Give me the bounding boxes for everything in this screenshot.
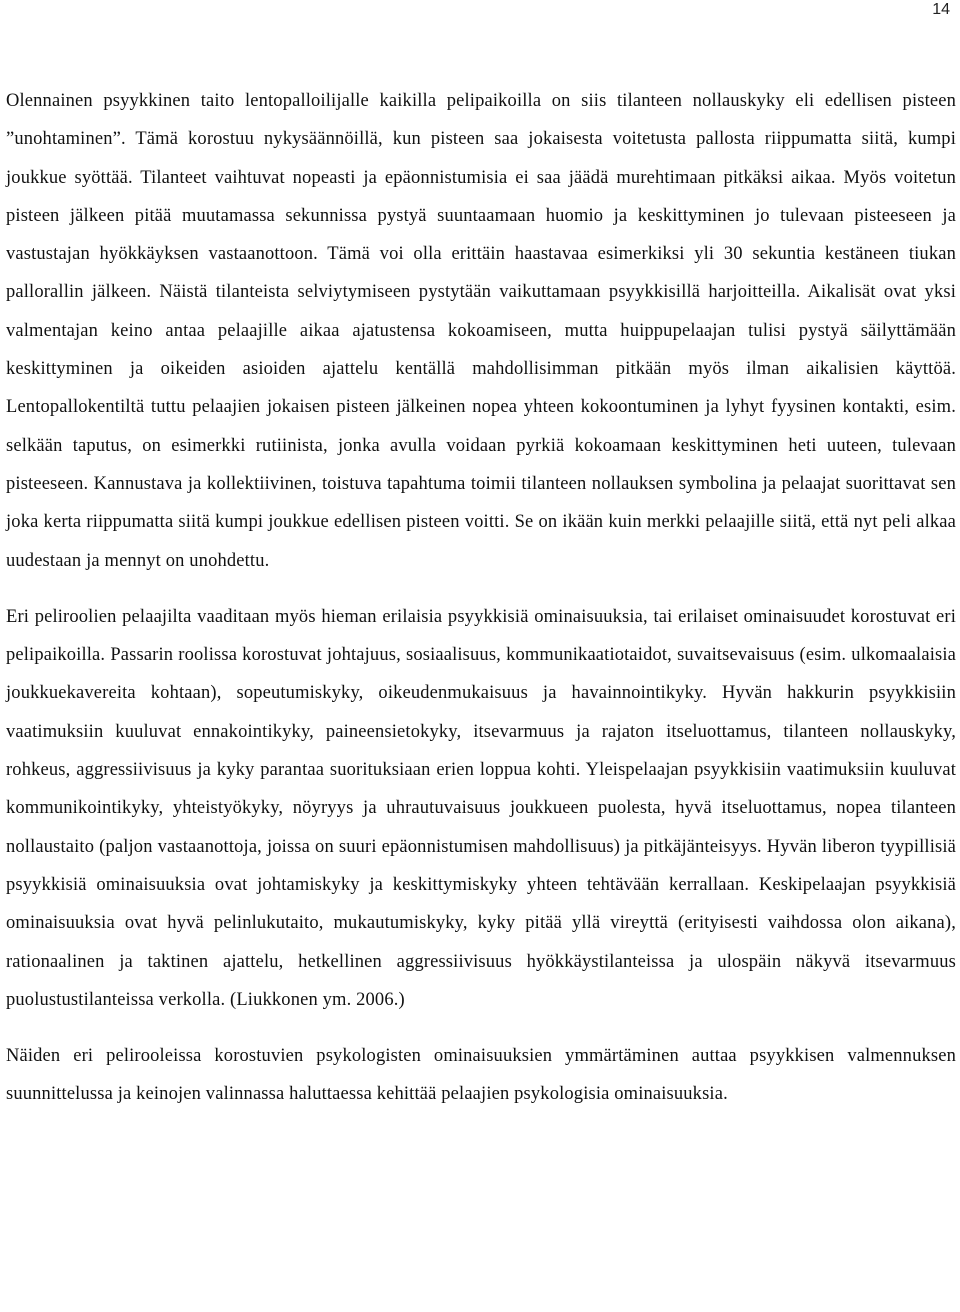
paragraph-reset-ability: Olennainen psyykkinen taito lentopalloilijalle kaikilla pelipaikoilla on siis tilanteen nollauskyky eli edellisen pisteen ”unohtaminen”. Tämä korostuu nykysäännöillä, kun pisteen saa jokaisesta voitetusta pallosta riippumatta siitä, kumpi joukkue syöttää. Tilanteet vaihtuvat nopeasti ja epäonnistumisia ei saa jäädä murehtimaan pitkäksi aikaa. Myös voitetun pisteen jälkeen pitää muutamassa sekunnissa pystyä suuntaamaan huomio ja keskittyminen jo tulevaan pisteeseen ja vastustajan hyökkäyksen vastaanottoon. Tämä voi olla erittäin haastavaa esimerkiksi yli 30 sekuntia kestäneen tiukan pallorallin jälkeen. Näistä tilanteista selviytymiseen pystytään vaikuttamaan psyykkisillä harjoitteilla. Aikalisät ovat yksi valmentajan keino antaa pelaajille aikaa ajatustensa kokoamiseen, mutta huippupelaajan tulisi pystyä säilyttämään keskittyminen ja oikeiden asioiden ajattelu kentällä mahdollisimman pitkään myös ilman aikalisien käyttöä. Lentopallokentiltä tuttu pelaajien jokaisen pisteen jälkeinen nopea yhteen kokoontuminen ja lyhyt fyysinen kontakti, esim. selkään taputus, on esimerkki rutiinista, jonka avulla voidaan pyrkiä kokoamaan keskittyminen heti uuteen, tulevaan pisteeseen. Kannustava ja kollektiivinen, toistuva tapahtuma toimii tilanteen nollauksen symbolina ja pelaajat suorittavat sen joka kerta riippumatta siitä kumpi joukkue edellisen pisteen voitti. Se on ikään kuin merkki pelaajille siitä, että nyt peli alkaa uudestaan ja mennyt on unohdettu. bbox=[6, 91, 956, 571]
document-body bbox=[6, 82, 956, 1114]
paragraph-player-roles: Eri peliroolien pelaajilta vaaditaan myös hieman erilaisia psyykkisiä ominaisuuksia, tai erilaiset ominaisuudet korostuvat eri pelipaikoilla. Passarin roolissa korostuvat johtajuus, sosiaalisuus, kommunikaatiotaidot, suvaitsevaisuus (esim. ulkomaalaisia joukkuekavereita kohtaan), sopeutumiskyky, oikeudenmukaisuus ja havainnointikyky. Hyvän hakkurin psyykkisiin vaatimuksiin kuuluvat ennakointikyky, paineensietokyky, itsevarmuus ja rajaton itseluottamus, tilanteen nollauskyky, rohkeus, aggressiivisuus ja kyky parantaa suorituksiaan erien loppua kohti. Yleispelaajan psyykkisiin vaatimuksiin kuuluvat kommunikointikyky, yhteistyökyky, nöyryys ja uhrautuvaisuus joukkueen puolesta, hyvä itseluottamus, nopea tilanteen nollaustaito (paljon vastaanottoja, joissa on suuri epäonnistumisen mahdollisuus) ja pitkäjänteisyys. Hyvän liberon tyypillisiä psyykkisiä ominaisuuksia ovat johtamiskyky ja keskittymiskyky yhteen tehtävään kerrallaan. Keskipelaajan psyykkisiä ominaisuuksia ovat hyvä pelinlukutaito, mukautumiskyky, kyky pitää yllä vireyttä (erityisesti vaihdossa olon aikana), rationaalinen ja taktinen ajattelu, hetkellinen aggressiivisuus hyökkäystilanteissa ja ulospäin näkyvä itsevarmuus puolustustilanteissa verkolla. (Liukkonen ym. 2006.) bbox=[6, 606, 956, 1010]
paragraph-conclusion: Näiden eri pelirooleissa korostuvien psykologisten ominaisuuksien ymmärtäminen auttaa psyykkisen valmennuksen suunnittelussa ja keinojen valinnassa haluttaessa kehittää pelaajien psykologisia ominaisuuksia. bbox=[6, 1046, 956, 1105]
page-number: 14 bbox=[932, 1, 950, 18]
